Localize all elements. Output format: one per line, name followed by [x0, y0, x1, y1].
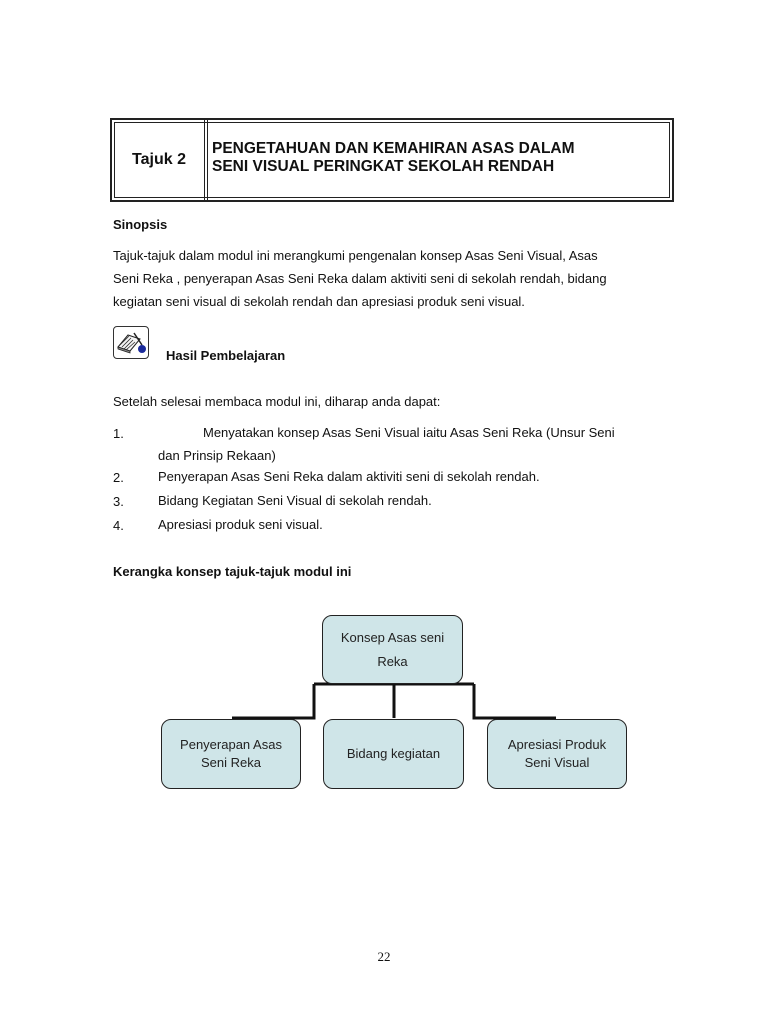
kerangka-heading: Kerangka konsep tajuk-tajuk modul ini — [113, 564, 352, 579]
title-line-2: SENI VISUAL PERINGKAT SEKOLAH RENDAH — [212, 158, 555, 175]
sinopsis-line: kegiatan seni visual di sekolah rendah dan apresiasi produk seni visual. — [113, 294, 525, 309]
root-label-line2: Reka — [377, 653, 408, 669]
hasil-heading: Hasil Pembelajaran — [166, 348, 286, 363]
list-item-4: Apresiasi produk seni visual. — [158, 517, 323, 532]
concept-child-apresiasi — [487, 719, 627, 789]
sinopsis-line: Tajuk-tajuk dalam modul ini merangkumi pengenalan konsep Asas Seni Visual, Asas — [113, 248, 598, 263]
child3-label-line1: Apresiasi Produk — [507, 737, 607, 752]
title-line-1: PENGETAHUAN DAN KEMAHIRAN ASAS DALAM — [212, 140, 575, 157]
list-item-3: Bidang Kegiatan Seni Visual di sekolah rendah. — [158, 493, 432, 508]
child1-label-line1: Penyerapan Asas — [180, 737, 282, 752]
sinopsis-line: Seni Reka , penyerapan Asas Seni Reka dalam aktiviti seni di sekolah rendah, bidang — [113, 271, 607, 286]
page-number: 22 — [377, 949, 391, 964]
tajuk-label: Tajuk 2 — [132, 151, 186, 168]
child3-label-line2: Seni Visual — [524, 755, 590, 770]
concept-root-node — [322, 615, 463, 684]
list-number: 2. — [113, 470, 124, 485]
list-number: 3. — [113, 494, 124, 509]
list-item-1-line2: dan Prinsip Rekaan) — [158, 448, 276, 463]
list-number: 1. — [113, 426, 124, 441]
root-label-line1: Konsep Asas seni — [340, 629, 445, 645]
list-number: 4. — [113, 518, 124, 533]
child1-label-line2: Seni Reka — [201, 755, 261, 770]
concept-child-penyerapan — [161, 719, 301, 789]
hasil-intro: Setelah selesai membaca modul ini, diharap anda dapat: — [113, 394, 441, 409]
concept-child-bidang — [323, 719, 464, 789]
child2-label: Bidang kegiatan — [346, 746, 441, 761]
list-item-2: Penyerapan Asas Seni Reka dalam aktiviti seni di sekolah rendah. — [158, 469, 540, 484]
list-item-1-line1: Menyatakan konsep Asas Seni Visual iaitu Asas Seni Reka (Unsur Seni — [203, 425, 615, 440]
sinopsis-heading: Sinopsis — [113, 217, 168, 232]
